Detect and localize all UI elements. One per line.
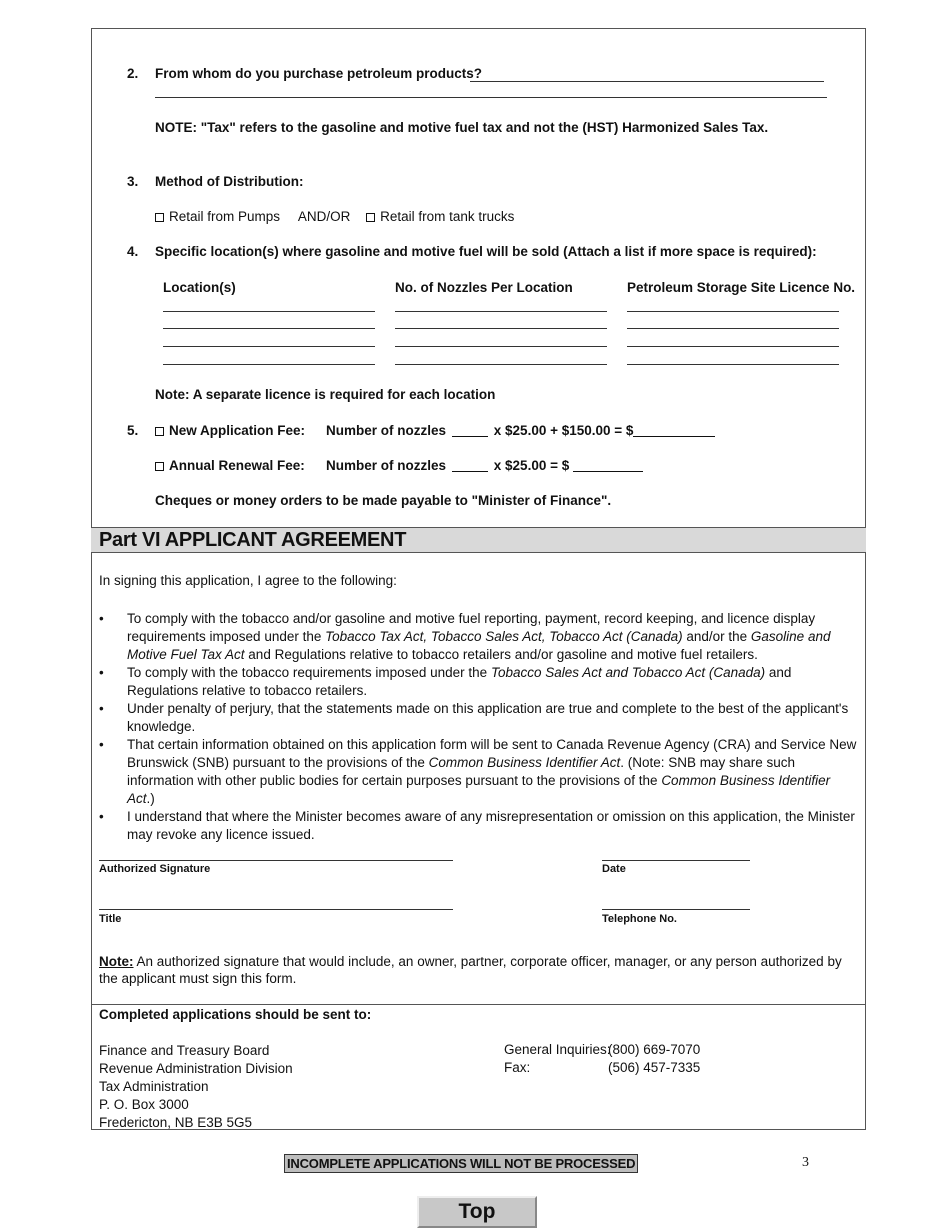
retail-tank-trucks-label: Retail from tank trucks xyxy=(380,209,515,224)
renewal-fee-calc xyxy=(326,458,643,473)
q2-question: From whom do you purchase petroleum products? xyxy=(155,66,483,81)
q2-number: 2. xyxy=(127,66,139,81)
renewal-checkbox[interactable] xyxy=(155,462,164,471)
licence-line[interactable] xyxy=(627,311,839,312)
agreement-item: • To comply with the tobacco requirements imposed under the Tobacco Sales Act and Tobacco Act (Canada) and Regulations relative to tobacco retailers. xyxy=(99,665,792,698)
licence-line[interactable] xyxy=(627,346,839,347)
inquiries-phone: (800) 669-7070 xyxy=(608,1042,701,1057)
date-label: Date xyxy=(602,863,626,875)
new-nozzles-label: Number of nozzles xyxy=(326,423,447,438)
renewal-fee-total-input[interactable] xyxy=(573,459,643,472)
title-line[interactable] xyxy=(99,909,453,910)
address-line: Fredericton, NB E3B 5G5 xyxy=(99,1115,253,1130)
q4-number: 4. xyxy=(127,244,139,259)
address-line: Finance and Treasury Board xyxy=(99,1043,270,1058)
retail-pumps-checkbox[interactable] xyxy=(155,213,164,222)
nozzles-line[interactable] xyxy=(395,328,607,329)
agreement-item: • I understand that where the Minister becomes aware of any misrepresentation or omission on this application, the Minister may revoke any licence issued. xyxy=(99,809,855,842)
agreement-list xyxy=(99,610,861,844)
new-fee-total-input[interactable] xyxy=(633,424,715,437)
part6-header xyxy=(91,527,866,553)
new-nozzles-input[interactable] xyxy=(452,424,488,437)
renewal-nozzles-label: Number of nozzles xyxy=(326,458,447,473)
top-button[interactable]: Top xyxy=(417,1196,537,1228)
telephone-line[interactable] xyxy=(602,909,750,910)
new-fee-formula: x $25.00 + $150.00 = $ xyxy=(493,423,634,438)
mailing-heading: Completed applications should be sent to: xyxy=(99,1007,372,1022)
licence-line[interactable] xyxy=(627,328,839,329)
new-application-label: New Application Fee: xyxy=(169,423,306,438)
location-line[interactable] xyxy=(163,346,375,347)
address-line: P. O. Box 3000 xyxy=(99,1097,189,1112)
renewal-fee-formula: x $25.00 = $ xyxy=(493,458,570,473)
column-storage-licence: Petroleum Storage Site Licence No. xyxy=(627,280,856,295)
part6-title: Part VI APPLICANT AGREEMENT xyxy=(99,529,407,551)
column-nozzles: No. of Nozzles Per Location xyxy=(395,280,573,295)
inquiries-label: General Inquiries: xyxy=(504,1042,611,1057)
q3-question: Method of Distribution: xyxy=(155,174,304,189)
q3-number: 3. xyxy=(127,174,139,189)
address-line: Revenue Administration Division xyxy=(99,1061,293,1076)
retail-tank-trucks-checkbox[interactable] xyxy=(366,213,375,222)
authorized-signature-label: Authorized Signature xyxy=(99,863,211,875)
tax-note: NOTE: "Tax" refers to the gasoline and motive fuel tax and not the (HST) Harmonized Sales Tax. xyxy=(155,120,769,135)
and-or-label: AND/OR xyxy=(297,209,351,224)
separate-licence-note: Note: A separate licence is required for each location xyxy=(155,387,496,402)
incomplete-warning: INCOMPLETE APPLICATIONS WILL NOT BE PROCESSED xyxy=(284,1154,638,1173)
q4-question: Specific location(s) where gasoline and motive fuel will be sold (Attach a list if more space is required): xyxy=(155,244,817,259)
location-line[interactable] xyxy=(163,311,375,312)
new-fee-calc xyxy=(326,423,715,438)
renewal-nozzles-input[interactable] xyxy=(452,459,488,472)
new-application-checkbox[interactable] xyxy=(155,427,164,436)
title-label: Title xyxy=(99,913,122,925)
authorized-signature-line[interactable] xyxy=(99,860,453,861)
annual-renewal-fee xyxy=(155,458,305,473)
new-application-fee xyxy=(155,423,305,438)
mailing-separator xyxy=(91,1004,866,1005)
date-line[interactable] xyxy=(602,860,750,861)
distribution-options xyxy=(155,209,514,224)
agreement-item: • Under penalty of perjury, that the statements made on this application are true and complete to the best of the applicant's knowledge. xyxy=(99,701,849,734)
location-line[interactable] xyxy=(163,364,375,365)
page-number: 3 xyxy=(802,1155,809,1170)
address-line: Tax Administration xyxy=(99,1079,209,1094)
licence-line[interactable] xyxy=(627,364,839,365)
agreement-item: • To comply with the tobacco and/or gasoline and motive fuel reporting, payment, record keeping, and licence display requirements imposed under the Tobacco Tax Act, Tobacco Sales Act, Tobacco Act (Canada) and/or the Gasoline and Motive Fuel Tax Act and Regulations relative to tobacco retailers and/or gasoline and motive fuel retailers. xyxy=(99,611,831,662)
cheques-note: Cheques or money orders to be made payable to "Minister of Finance". xyxy=(155,493,612,508)
fax-number: (506) 457-7335 xyxy=(608,1060,701,1075)
renewal-label: Annual Renewal Fee: xyxy=(169,458,305,473)
q2-answer-line-1[interactable] xyxy=(470,81,824,82)
column-locations: Location(s) xyxy=(163,280,236,295)
agreement-intro: In signing this application, I agree to the following: xyxy=(99,573,397,588)
fax-label: Fax: xyxy=(504,1060,531,1075)
signature-note: Note: An authorized signature that would include, an owner, partner, corporate officer, manager, or any person authorized by the applicant must sign this form. xyxy=(99,954,842,986)
q2-answer-line-2[interactable] xyxy=(155,97,827,98)
agreement-item: • That certain information obtained on this application form will be sent to Canada Revenue Agency (CRA) and Service New Brunswick (SNB) pursuant to the provisions of the Common Business Identifier Act. (Note: SNB may share such information with other public bodies for certain purposes pursuant to the provisions of the Common Business Identifier Act.) xyxy=(99,737,857,806)
q5-number: 5. xyxy=(127,423,139,438)
nozzles-line[interactable] xyxy=(395,311,607,312)
retail-pumps-label: Retail from Pumps xyxy=(169,209,281,224)
nozzles-line[interactable] xyxy=(395,364,607,365)
mailing-address xyxy=(99,1042,293,1132)
location-line[interactable] xyxy=(163,328,375,329)
telephone-label: Telephone No. xyxy=(602,913,677,925)
nozzles-line[interactable] xyxy=(395,346,607,347)
